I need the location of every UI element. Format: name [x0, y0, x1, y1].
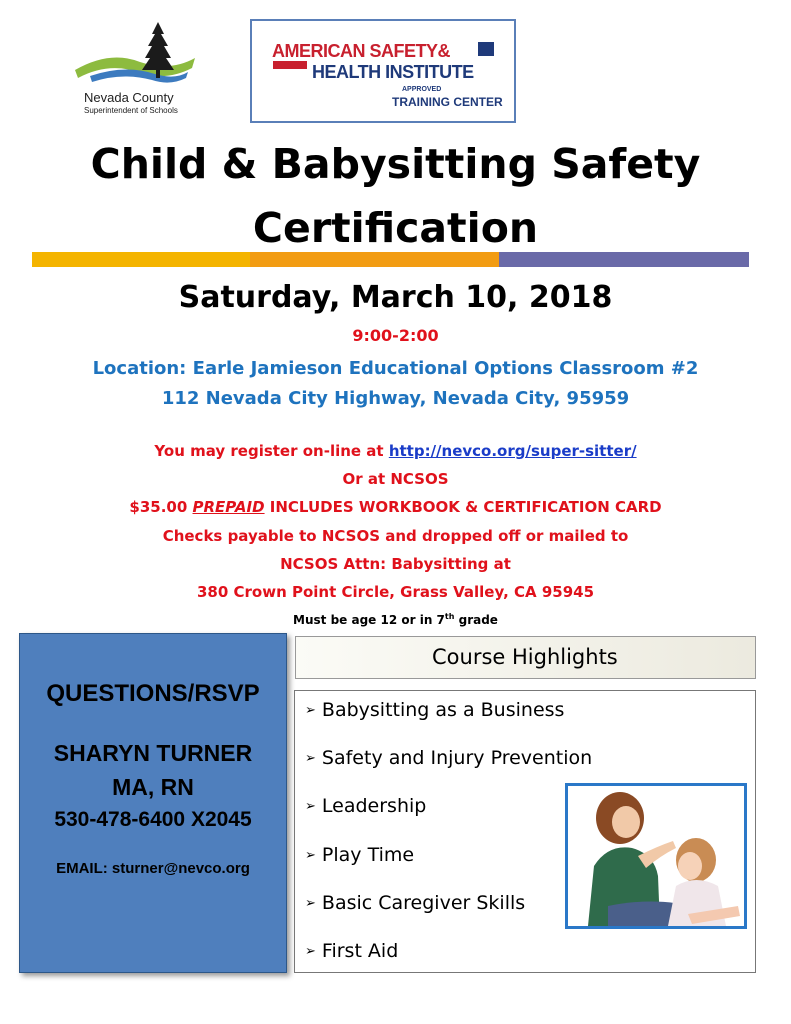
ashi-logo: [250, 19, 516, 123]
questions-rsvp-heading: QUESTIONS/RSVP: [46, 680, 260, 707]
course-highlights-title: Course Highlights: [432, 645, 618, 669]
color-bar-segment-purple: [499, 252, 749, 267]
list-item: [305, 844, 414, 866]
event-address: 112 Nevada City Highway, Nevada City, 95959: [161, 388, 630, 409]
register-line: [0, 442, 791, 460]
list-item: [305, 699, 564, 721]
list-item-label: Basic Caregiver Skills: [321, 892, 526, 914]
arrow-bullet-icon: ➢: [305, 944, 316, 959]
babysitter-photo: [565, 783, 747, 929]
contact-box: [19, 633, 287, 973]
course-highlights-header: [295, 636, 756, 679]
age-sup: th: [444, 612, 455, 621]
contact-phone: 530-478-6400 X2045: [54, 808, 252, 831]
list-item-label: Safety and Injury Prevention: [321, 747, 593, 769]
contact-name: SHARYN TURNER: [53, 740, 253, 766]
arrow-bullet-icon: ➢: [305, 799, 316, 814]
arrow-bullet-icon: ➢: [305, 896, 316, 911]
ashi-training-center: TRAINING CENTER: [392, 95, 503, 109]
contact-credentials: MA, RN: [112, 774, 194, 800]
color-bar-segment-yellow: [32, 252, 250, 267]
price-prefix: $35.00: [129, 498, 193, 516]
list-item-label: First Aid: [321, 940, 399, 962]
title-line2: Certification: [252, 204, 539, 252]
checks-line: Checks payable to NCSOS and dropped off or mailed to: [162, 527, 629, 545]
nevada-county-text: Nevada County: [84, 90, 174, 105]
superintendent-text: Superintendent of Schools: [84, 106, 178, 115]
logo-blue-square: [478, 42, 494, 56]
arrow-bullet-icon: ➢: [305, 848, 316, 863]
list-item: [305, 892, 525, 914]
list-item: [305, 747, 592, 769]
age-requirement: [0, 612, 791, 627]
tree-logo-icon: [70, 20, 200, 90]
register-link[interactable]: http://nevco.org/super-sitter/: [388, 442, 637, 460]
logo-red-stripe: [273, 61, 307, 69]
color-bar-segment-orange: [250, 252, 499, 267]
list-item-label: Babysitting as a Business: [321, 699, 565, 721]
price-line: [0, 498, 791, 516]
arrow-bullet-icon: ➢: [305, 751, 316, 766]
event-location: Location: Earle Jamieson Educational Options Classroom #2: [92, 358, 699, 379]
list-item: [305, 940, 398, 962]
nevada-county-logo: [70, 20, 200, 125]
or-at-ncsos: Or at NCSOS: [342, 470, 449, 488]
price-suffix: INCLUDES WORKBOOK & CERTIFICATION CARD: [264, 498, 662, 516]
title-line1: Child & Babysitting Safety: [90, 140, 701, 188]
list-item: [305, 795, 426, 817]
ashi-line1: AMERICAN SAFETY&: [272, 41, 451, 61]
event-time: 9:00-2:00: [352, 326, 439, 345]
list-item-label: Leadership: [321, 795, 427, 817]
color-bar: [32, 252, 749, 267]
age-suffix: grade: [454, 613, 498, 627]
age-prefix: Must be age 12 or in 7: [293, 613, 445, 627]
price-prepaid: PREPAID: [192, 498, 265, 516]
event-date: Saturday, March 10, 2018: [178, 280, 613, 315]
ashi-line2: HEALTH INSTITUTE: [312, 62, 474, 82]
arrow-bullet-icon: ➢: [305, 703, 316, 718]
woman-and-child-image-icon: [568, 786, 744, 926]
register-prefix: You may register on-line at: [154, 442, 389, 460]
list-item-label: Play Time: [321, 844, 415, 866]
contact-email[interactable]: EMAIL: sturner@nevco.org: [56, 860, 250, 877]
ashi-approved: APPROVED: [402, 86, 442, 93]
mailing-address: 380 Crown Point Circle, Grass Valley, CA 95945: [196, 583, 595, 601]
attn-line: NCSOS Attn: Babysitting at: [280, 555, 511, 573]
